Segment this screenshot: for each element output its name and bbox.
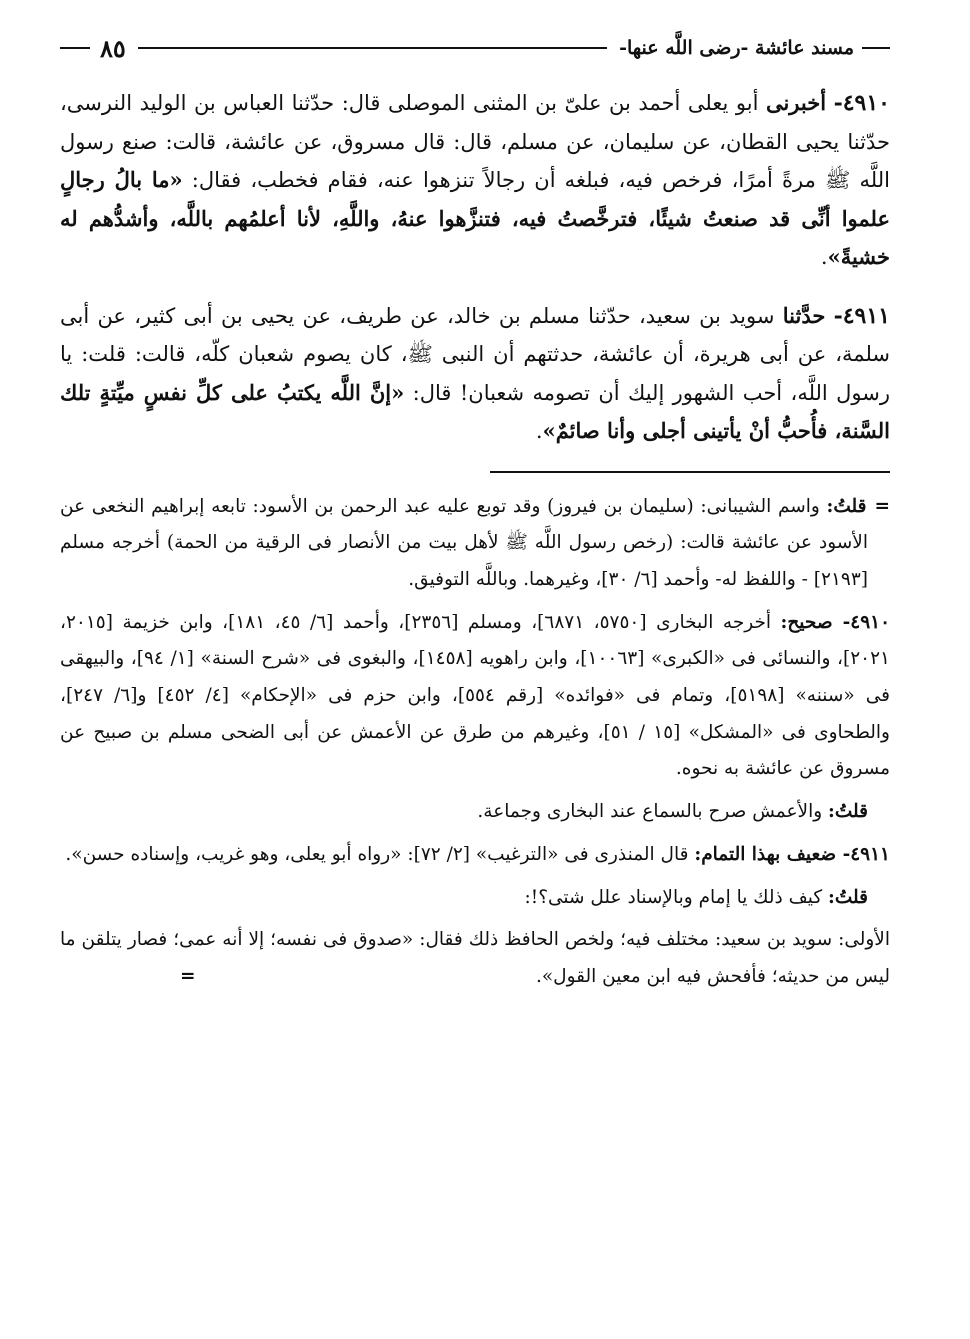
header-dash <box>862 47 890 49</box>
note-label: قلتُ: <box>828 801 868 823</box>
footnote-4911-first-defect <box>60 922 890 995</box>
continuation-mark: = <box>180 965 196 987</box>
page-header <box>60 28 890 68</box>
note-text: والأعمش صرح بالسماع عند البخارى وجماعة. <box>477 801 829 823</box>
hadith-end: . <box>820 245 828 269</box>
hadith-4910 <box>60 84 890 277</box>
footnote-separator <box>490 471 890 473</box>
hadith-isnad: أبو يعلى أحمد بن علىّ بن المثنى الموصلى قال: حدّثنا العباس بن الوليد النرسى، حدّثنا يحيى القطان، عن سليمان، عن مسلم، قال: قال مسروق، عن عائشة، قالت: صنع رسول اللَّه ﷺ مرةً أمرًا، فرخص فيه، فبلغه أن رجالاً تنزهوا عنه، فقام فخطب، فقال: <box>60 91 890 192</box>
note-label: قلتُ: <box>826 495 867 517</box>
footnote-4910-remark <box>60 794 890 831</box>
footnote-continued <box>60 489 890 599</box>
footnote-4911 <box>60 837 890 874</box>
footnotes <box>60 489 890 996</box>
footnote-4911-remark <box>60 880 890 917</box>
note-text: قال المنذرى فى «الترغيب» [٢/ ٧٢]: «رواه أبو يعلى، وهو غريب، وإسناده حسن». <box>65 843 695 865</box>
running-title: مسند عائشة -رضى اللَّه عنها- <box>619 37 854 59</box>
hadith-end: . <box>535 419 543 443</box>
note-text: كيف ذلك يا إمام وبالإسناد علل شتى؟!: <box>524 886 829 908</box>
hadith-lead-word: حدَّثنا <box>782 302 826 328</box>
main-text <box>60 84 890 451</box>
hadith-lead-word: أخبرنى <box>765 90 827 115</box>
note-label: ٤٩١٠- صحيح: <box>780 611 891 633</box>
hadith-isnad: سويد بن سعيد، حدّثنا مسلم بن خالد، عن طريف، عن يحيى بن أبى كثير، عن أبى سلمة، عن أبى هريرة، أن عائشة، حدثتهم أن النبى ﷺ، كان يصوم شعبان كلّه، قالت: قلت: يا رسول اللَّه، أحب الشهور إليك أن تصومه شعبان! قال: <box>60 303 890 405</box>
note-text: واسم الشيبانى: (سليمان بن فيروز) وقد توبع عليه عبد الرحمن بن الأسود: تابعه إبراهيم النخعى عن الأسود عن عائشة قالت: (رخص رسول اللَّه ﷺ لأهل بيت من الأنصار فى الرقية من الحمة) أخرجه مسلم [٢١٩٣] - واللفظ له- وأحمد [٦/ ٣٠]، وغيرهما. وباللَّه التوفيق. <box>60 495 868 590</box>
hadith-matn: «إنَّ اللَّه يكتبُ على كلِّ نفسٍ ميِّتةٍ تلك السَّنة، فأُحبُّ أنْ يأتينى أجلى وأنا صائمٌ» <box>60 379 890 443</box>
note-text: أخرجه البخارى [٥٧٥٠، ٦٨٧١]، ومسلم [٢٣٥٦]، وأحمد [٦/ ٤٥، ١٨١]، وابن خزيمة [٢٠١٥، ٢٠٢١]، والنسائى فى «الكبرى» [١٠٠٦٣]، وابن راهويه [١٤٥٨]، والبغوى فى «شرح السنة» [١/ ٩٤]، والبيهقى فى «سننه» [٥١٩٨]، وتمام فى «فوائده» [رقم ٥٥٤]، وابن حزم فى «الإحكام» [٤/ ٤٥٢] و[٦/ ٢٤٧]، والطحاوى فى «المشكل» [١٥ / ٥١]، وغيرهم من طرق عن الأعمش عن أبى الضحى مسلم بن صبيح عن مسروق عن عائشة به نحوه. <box>60 611 891 780</box>
hadith-4911 <box>60 297 890 451</box>
continuation-mark: = <box>874 495 890 517</box>
book-page <box>60 28 890 1318</box>
hadith-matn: «ما بالُ رجالٍ علموا أنِّى قد صنعتُ شيئًا، فترخَّصتُ فيه، فتنزَّهوا عنهُ، واللَّهِ، لأنا أعلمُهم باللَّه، وأشدُّهم له خشيةً» <box>60 167 890 269</box>
page-number: ٨٥ <box>100 33 126 63</box>
note-label: قلتُ: <box>828 886 868 908</box>
header-dash-end <box>60 47 90 49</box>
hadith-number: ٤٩١٠- <box>833 90 890 116</box>
note-text: الأولى: سويد بن سعيد: مختلف فيه؛ ولخص الحافظ ذلك فقال: «صدوق فى نفسه؛ إلا أنه عمى؛ فصار يتلقن ما ليس من حديثه؛ فأفحش فيه ابن معين القول». <box>60 929 890 987</box>
note-label: ٤٩١١- ضعيف بهذا التمام: <box>694 843 890 865</box>
header-rule <box>138 47 607 49</box>
footnote-4910 <box>60 605 890 789</box>
hadith-number: ٤٩١١- <box>833 302 890 329</box>
